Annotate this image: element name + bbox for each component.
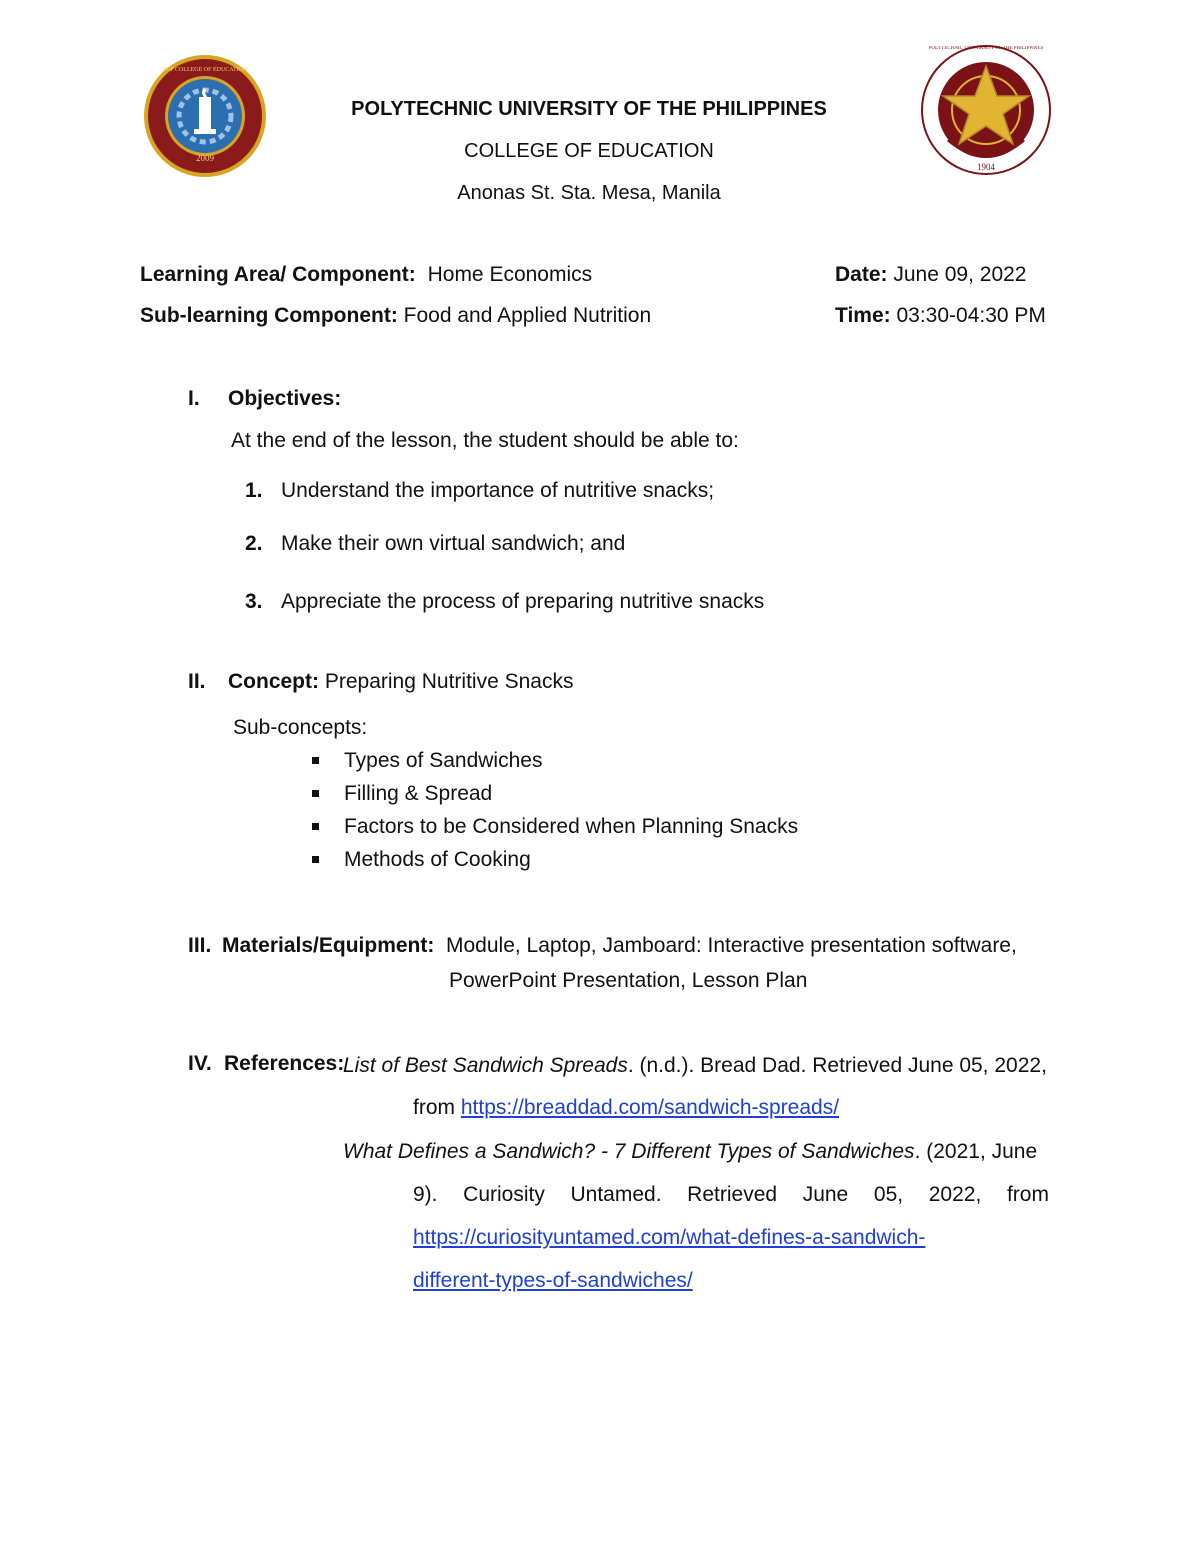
sub-component-row (140, 304, 651, 328)
materials-line-1: Module, Laptop, Jamboard: Interactive presentation software, (446, 934, 1017, 957)
reference-1-from: from (413, 1096, 455, 1119)
reference-2-line-2 (413, 1183, 1049, 1207)
learning-area-label: Learning Area/ Component: (140, 263, 416, 286)
university-name: POLYTECHNIC UNIVERSITY OF THE PHILIPPINES (351, 98, 827, 120)
bullet-icon (312, 790, 319, 797)
date-row (835, 263, 1026, 287)
reference-1-link[interactable]: https://breaddad.com/sandwich-spreads/ (460, 1096, 840, 1119)
references-numeral: IV. (188, 1052, 212, 1075)
sub-concepts-label: Sub-concepts: (233, 716, 368, 739)
right-logo-name: POLYTECHNIC UNIVERSITY OF THE PHILIPPINES (928, 46, 1044, 51)
time-value: 03:30-04:30 PM (896, 304, 1046, 327)
reference-2-word: June (802, 1183, 849, 1206)
concept-value: Preparing Nutritive Snacks (324, 670, 574, 693)
date-label: Date: (835, 263, 888, 286)
reference-2-link-continued[interactable]: different-types-of-sandwiches/ (413, 1269, 693, 1292)
reference-2-link-line-2 (413, 1269, 693, 1293)
reference-1-details: . (n.d.). Bread Dad. Retrieved June 05, 2022, (627, 1054, 1047, 1077)
reference-2-word: Untamed. (570, 1183, 662, 1206)
objective-item: Understand the importance of nutritive snacks; (281, 479, 715, 502)
objective-number: 1. (245, 479, 263, 502)
reference-2-line-1 (343, 1140, 1037, 1164)
objective-number: 2. (245, 532, 263, 555)
reference-2-word: 05, (873, 1183, 904, 1206)
reference-2-link[interactable]: https://curiosityuntamed.com/what-defines-a-sandwich- (413, 1226, 926, 1249)
left-logo-name: PUP COLLEGE OF EDUCATION (162, 67, 248, 73)
time-row (835, 304, 1046, 328)
objective-item: Appreciate the process of preparing nutritive snacks (281, 590, 765, 613)
concept-row (228, 670, 573, 694)
concept-numeral: II. (188, 670, 206, 693)
right-logo-year: 1904 (977, 162, 995, 172)
time-label: Time: (835, 304, 891, 327)
concept-heading: Concept: (228, 670, 319, 693)
bullet-icon (312, 856, 319, 863)
sub-concept-item: Types of Sandwiches (344, 749, 543, 772)
learning-area-value: Home Economics (427, 263, 593, 286)
materials-numeral: III. (188, 934, 212, 957)
left-logo-year: 2009 (196, 153, 214, 163)
reference-2-title: What Defines a Sandwich? - 7 Different Types of Sandwiches (343, 1140, 915, 1163)
objectives-heading: Objectives: (228, 387, 342, 410)
sub-component-value: Food and Applied Nutrition (403, 304, 652, 327)
reference-2-word: 2022, (928, 1183, 982, 1206)
reference-2-word: 9). (413, 1183, 438, 1206)
bullet-icon (312, 757, 319, 764)
materials-heading: Materials/Equipment: (222, 934, 435, 957)
reference-2-word: from (1006, 1183, 1049, 1206)
reference-2-link-line-1 (413, 1226, 925, 1250)
learning-area-row (140, 263, 592, 287)
references-heading: References: (224, 1052, 345, 1075)
reference-2-word: Curiosity (463, 1183, 545, 1206)
reference-2-word: Retrieved (687, 1183, 778, 1206)
sub-concept-item: Methods of Cooking (344, 848, 531, 871)
reference-1-line-1 (343, 1054, 1047, 1078)
objective-number: 3. (245, 590, 263, 613)
sub-component-label: Sub-learning Component: (140, 304, 398, 327)
objectives-numeral: I. (188, 387, 200, 410)
address: Anonas St. Sta. Mesa, Manila (457, 182, 721, 204)
college-name: COLLEGE OF EDUCATION (464, 140, 714, 162)
reference-1-title: List of Best Sandwich Spreads (343, 1054, 628, 1077)
materials-line-2: PowerPoint Presentation, Lesson Plan (449, 969, 808, 992)
objectives-intro: At the end of the lesson, the student should be able to: (231, 429, 739, 452)
sub-concept-item: Factors to be Considered when Planning Snacks (344, 815, 799, 838)
reference-2-details: . (2021, June (914, 1140, 1038, 1163)
date-value: June 09, 2022 (893, 263, 1027, 286)
sub-concept-item: Filling & Spread (344, 782, 493, 805)
bullet-icon (312, 823, 319, 830)
objective-item: Make their own virtual sandwich; and (281, 532, 626, 555)
reference-1-line-2 (413, 1096, 839, 1120)
